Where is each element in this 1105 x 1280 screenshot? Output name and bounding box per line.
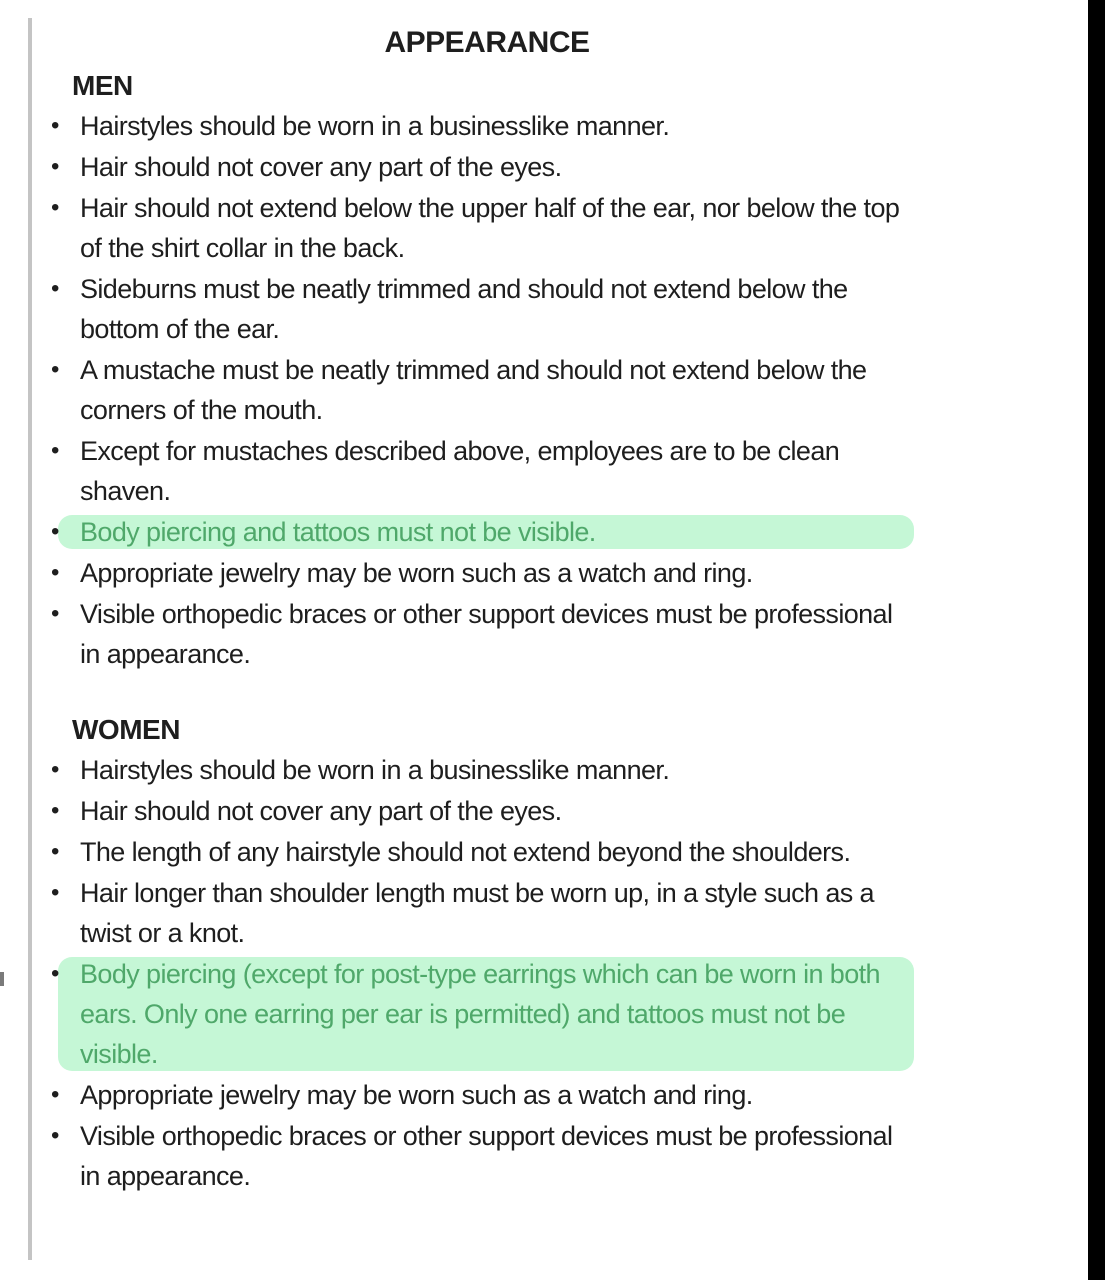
- bullet-icon: •: [51, 1081, 59, 1108]
- left-edge-mark: [0, 972, 4, 986]
- list-item-text: Except for mustaches described above, employees are to be clean shaven.: [80, 436, 840, 506]
- list-item: [48, 750, 908, 790]
- bullet-icon: •: [51, 756, 59, 783]
- list-item-text: Hair longer than shoulder length must be worn up, in a style such as a twist or a knot.: [80, 878, 874, 948]
- list-item-text: A mustache must be neatly trimmed and should not extend below the corners of the mouth.: [80, 355, 867, 425]
- list-item-text: Appropriate jewelry may be worn such as a watch and ring.: [80, 1080, 753, 1110]
- list-item: [48, 594, 908, 674]
- document-page: [48, 24, 908, 1197]
- list-item: [48, 1075, 908, 1115]
- bullet-icon: •: [51, 960, 59, 987]
- list-item-text: Sideburns must be neatly trimmed and should not extend below the bottom of the ear.: [80, 274, 848, 344]
- list-item: [48, 791, 908, 831]
- list-item-text: Hair should not cover any part of the eyes.: [80, 152, 562, 182]
- list-item: [48, 873, 908, 953]
- list-item-highlighted: [48, 512, 908, 552]
- section-heading-men: MEN: [72, 70, 133, 101]
- list-item-text: Body piercing (except for post-type earrings which can be worn in both ears. Only one earring per ear is permitted) and tattoos must not be visible.: [80, 959, 880, 1069]
- page-title: APPEARANCE: [384, 26, 590, 59]
- bullet-icon: •: [51, 112, 59, 139]
- bullet-icon: •: [51, 838, 59, 865]
- list-item: [48, 350, 908, 430]
- left-margin-rule: [28, 18, 32, 1260]
- bullet-icon: •: [51, 600, 59, 627]
- list-item-highlighted: [48, 954, 908, 1074]
- list-item-text: Hair should not extend below the upper half of the ear, nor below the top of the shirt collar in the back.: [80, 193, 900, 263]
- list-item-text: Hairstyles should be worn in a businesslike manner.: [80, 111, 670, 141]
- bullet-icon: •: [51, 518, 59, 545]
- bullet-icon: •: [51, 194, 59, 221]
- list-item: [48, 832, 908, 872]
- list-item-text: Visible orthopedic braces or other support devices must be professional in appearance.: [80, 599, 893, 669]
- list-item: [48, 1116, 908, 1196]
- bullet-icon: •: [51, 437, 59, 464]
- list-item-text: Hairstyles should be worn in a businesslike manner.: [80, 755, 670, 785]
- bullet-icon: •: [51, 356, 59, 383]
- bullet-icon: •: [51, 1122, 59, 1149]
- list-item: [48, 431, 908, 511]
- list-item: [48, 147, 908, 187]
- bullet-icon: •: [51, 797, 59, 824]
- list-item: [48, 553, 908, 593]
- section-heading-women: WOMEN: [72, 714, 180, 745]
- list-item-text: The length of any hairstyle should not extend beyond the shoulders.: [80, 837, 851, 867]
- bullet-icon: •: [51, 879, 59, 906]
- list-item-text: Hair should not cover any part of the eyes.: [80, 796, 562, 826]
- list-item: [48, 188, 908, 268]
- bullet-icon: •: [51, 559, 59, 586]
- list-item-text: Body piercing and tattoos must not be visible.: [80, 517, 596, 547]
- list-item-text: Appropriate jewelry may be worn such as a watch and ring.: [80, 558, 753, 588]
- right-edge-bar: [1088, 0, 1105, 1280]
- list-item-text: Visible orthopedic braces or other support devices must be professional in appearance.: [80, 1121, 893, 1191]
- bullet-icon: •: [51, 153, 59, 180]
- list-item: [48, 269, 908, 349]
- bullet-icon: •: [51, 275, 59, 302]
- men-list: [48, 106, 908, 674]
- list-item: [48, 106, 908, 146]
- women-list: [48, 750, 908, 1196]
